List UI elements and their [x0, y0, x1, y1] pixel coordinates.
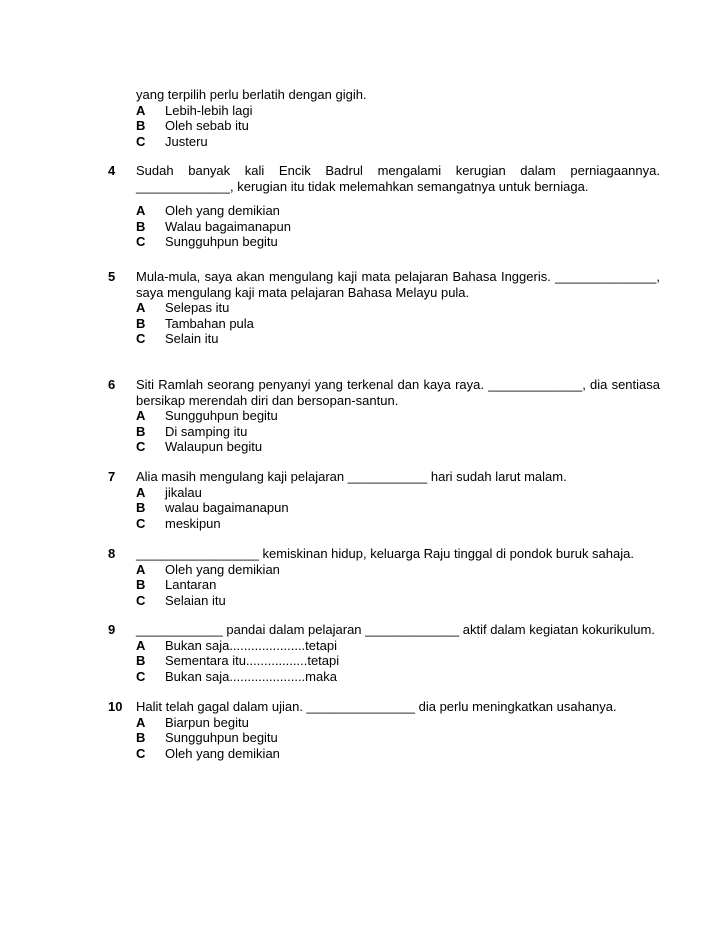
- question-10: [108, 699, 660, 761]
- option-letter: C: [136, 668, 146, 684]
- options-list: [136, 715, 660, 762]
- option-letter: B: [136, 315, 146, 331]
- question-text: yang terpilih perlu berlatih dengan gigih.: [136, 87, 367, 102]
- option-a: [136, 103, 660, 119]
- question-8: [108, 546, 660, 608]
- option-a: [136, 300, 660, 316]
- option-text: meskipun: [165, 515, 221, 531]
- option-a: [136, 203, 660, 219]
- question-5: [108, 269, 660, 347]
- option-text: Walau bagaimanapun: [165, 218, 291, 234]
- question-text: Halit telah gagal dalam ujian. _______________ dia perlu meningkatkan usahanya.: [136, 699, 617, 714]
- option-text: Oleh yang demikian: [165, 561, 280, 577]
- option-letter: A: [136, 484, 146, 500]
- option-letter: A: [136, 714, 146, 730]
- option-letter: A: [136, 300, 146, 315]
- option-letter: B: [136, 423, 146, 439]
- option-text: Sungguhpun begitu: [165, 234, 278, 249]
- option-letter: A: [136, 408, 146, 423]
- question-4: [108, 163, 660, 250]
- option-text: Lebih-lebih lagi: [165, 102, 253, 118]
- option-letter: A: [136, 102, 146, 118]
- option-b: [136, 730, 660, 746]
- question-number: 9: [108, 622, 116, 637]
- option-c: [136, 439, 660, 455]
- option-text: Di samping itu: [165, 423, 248, 439]
- option-a: [136, 408, 660, 424]
- option-b: [136, 424, 660, 440]
- option-c: [136, 746, 660, 762]
- option-text: Oleh sebab itu: [165, 118, 249, 133]
- option-text: Justeru: [165, 133, 208, 149]
- options-list: [136, 203, 660, 250]
- option-text: jikalau: [165, 484, 202, 500]
- option-text: Oleh yang demikian: [165, 203, 280, 218]
- option-letter: B: [136, 218, 146, 234]
- question-text: _________________ kemiskinan hidup, keluarga Raju tinggal di pondok buruk sahaja.: [136, 546, 634, 561]
- option-letter: B: [136, 500, 146, 515]
- options-list: [136, 562, 660, 609]
- question-text: Alia masih mengulang kaji pelajaran ___________ hari sudah larut malam.: [136, 469, 567, 484]
- options-list: [136, 300, 660, 347]
- option-c: [136, 134, 660, 150]
- question-text: Siti Ramlah seorang penyanyi yang terkenal dan kaya raya. _____________, dia sentiasa bersikap merendah diri dan bersopan-santun.: [136, 377, 660, 408]
- options-list: [136, 103, 660, 150]
- options-list: [136, 485, 660, 532]
- option-c: [136, 331, 660, 347]
- question-number: 10: [108, 699, 123, 714]
- option-letter: C: [136, 745, 146, 761]
- question-number: 5: [108, 269, 116, 284]
- option-letter: A: [136, 637, 146, 653]
- question-number: 6: [108, 377, 116, 392]
- options-list: [136, 408, 660, 455]
- option-a: [136, 638, 660, 654]
- option-text: Sementara itu.................tetapi: [165, 653, 340, 668]
- option-c: [136, 234, 660, 250]
- option-text: Sungguhpun begitu: [165, 730, 278, 745]
- option-letter: C: [136, 439, 146, 454]
- option-text: Walaupun begitu: [165, 439, 263, 454]
- question-number: 8: [108, 546, 116, 561]
- question-6: [108, 377, 660, 455]
- option-letter: B: [136, 730, 146, 745]
- option-c: [136, 593, 660, 609]
- option-b: [136, 219, 660, 235]
- option-text: Sungguhpun begitu: [165, 408, 278, 423]
- question-3-continued: [108, 87, 660, 149]
- option-text: Tambahan pula: [165, 315, 254, 331]
- option-letter: A: [136, 561, 146, 577]
- question-text: Sudah banyak kali Encik Badrul mengalami kerugian dalam perniagaannya. _____________, kerugian itu tidak melemahkan semangatnya untuk berniaga.: [136, 163, 660, 194]
- question-text: ____________ pandai dalam pelajaran _____________ aktif dalam kegiatan kokurikulum.: [136, 622, 655, 637]
- question-9: [108, 622, 660, 684]
- option-text: walau bagaimanapun: [165, 500, 289, 515]
- option-letter: C: [136, 234, 146, 249]
- option-b: [136, 500, 660, 516]
- option-b: [136, 118, 660, 134]
- option-text: Lantaran: [165, 577, 217, 592]
- option-b: [136, 653, 660, 669]
- option-letter: A: [136, 203, 146, 218]
- question-7: [108, 469, 660, 531]
- question-number: 7: [108, 469, 116, 484]
- option-b: [136, 577, 660, 593]
- option-letter: C: [136, 331, 146, 346]
- option-letter: C: [136, 515, 146, 531]
- option-letter: B: [136, 653, 146, 668]
- option-c: [136, 669, 660, 685]
- option-text: Selain itu: [165, 331, 219, 346]
- option-b: [136, 316, 660, 332]
- question-text: Mula-mula, saya akan mengulang kaji mata pelajaran Bahasa Inggeris. ______________, saya mengulang kaji mata pelajaran Bahasa Melayu pula.: [136, 269, 660, 300]
- options-list: [136, 638, 660, 685]
- option-text: Biarpun begitu: [165, 714, 249, 730]
- option-a: [136, 485, 660, 501]
- option-a: [136, 562, 660, 578]
- option-letter: B: [136, 118, 146, 133]
- option-text: Oleh yang demikian: [165, 745, 280, 761]
- option-letter: C: [136, 592, 146, 608]
- option-text: Bukan saja.....................maka: [165, 668, 337, 684]
- question-number: 4: [108, 163, 116, 178]
- option-letter: C: [136, 133, 146, 149]
- option-text: Bukan saja.....................tetapi: [165, 637, 337, 653]
- option-text: Selepas itu: [165, 300, 230, 315]
- option-c: [136, 516, 660, 532]
- option-letter: B: [136, 577, 146, 592]
- option-text: Selaian itu: [165, 592, 226, 608]
- option-a: [136, 715, 660, 731]
